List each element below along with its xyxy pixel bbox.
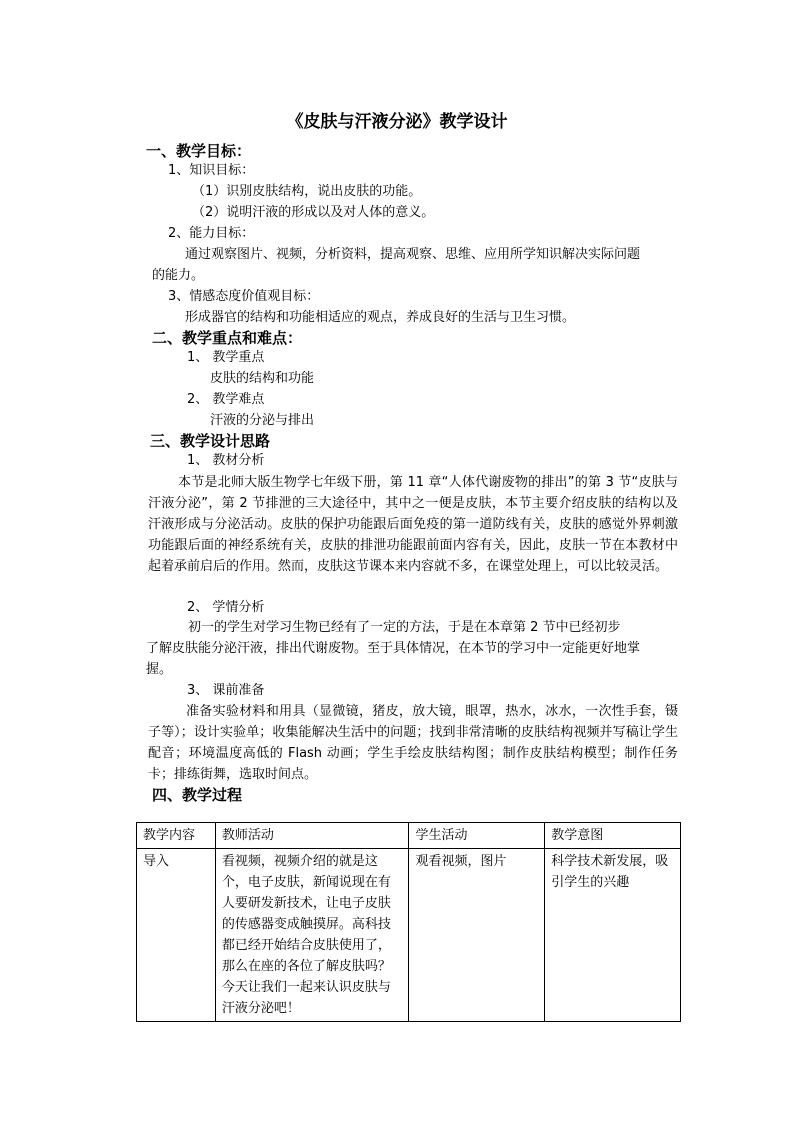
knowledge-goal-1: （1）识别皮肤结构，说出皮肤的功能。 <box>192 184 422 199</box>
focus-text: 皮肤的结构和功能 <box>210 371 315 386</box>
student-analysis-line-3: 握。 <box>146 662 173 677</box>
teaching-process-table <box>136 822 681 1022</box>
material-analysis-text: 本节是北师大版生物学七年级下册，第 11 章“人体代谢废物的排出”的第 3 节“皮肤与汗液分泌”，第 2 节排泄的三大途径中，其中之一便是皮肤，本节主要介绍皮肤的结构以及汗液形成与分泌活动。皮肤的保护功能跟后面免疫的第一道防线有关，皮肤的感觉外界刺激功能跟后面的神经系统有关，皮肤的排泄功能跟前面内容有关，因此，皮肤一节在本教材中起着承前启后的作用。然而，皮肤这节课本来内容就不多，在课堂处理上，可以比较灵活。 <box>148 475 678 574</box>
section-1-heading: 一、教学目标： <box>146 142 252 160</box>
student-analysis-label: 2、 学情分析 <box>187 600 265 615</box>
ability-goal-text: 通过观察图片、视频，分析资料，提高观察、思维、应用所学知识解决实际问题 <box>185 247 641 262</box>
section-4-heading: 四、教学过程 <box>152 786 243 804</box>
student-analysis-line-1: 初一的学生对学习生物已经有了一定的方法，于是在本章第 2 节中已经初步 <box>188 620 621 635</box>
preparation-text: 准备实验材料和用具（显微镜，猪皮，放大镜，眼罩，热水，冰水，一次性手套，镊子等）；设计实验单；收集能解决生活中的问题；找到非常清晰的皮肤结构视频并写稿让学生配音；环境温度高低的 Flash 动画；学生手绘皮肤结构图；制作皮肤结构模型；制作任务卡；排练街舞，选取时间点。 <box>148 704 678 782</box>
cell-intent: 科学技术新发展，吸引学生的兴趣 <box>545 849 681 1022</box>
cell-teacher: 看视频，视频介绍的就是这个，电子皮肤，新闻说现在有人要研发新技术，让电子皮肤的传感器变成触摸屏。高科技都已经开始结合皮肤使用了，那么在座的各位了解皮肤吗？今天让我们一起来认识皮肤与汗液分泌吧！ <box>215 849 409 1022</box>
focus-label: 1、 教学重点 <box>187 350 265 365</box>
emotion-goal-label: 3、情感态度价值观目标： <box>168 289 320 304</box>
page-title: 《皮肤与汗液分泌》教学设计 <box>286 112 508 132</box>
knowledge-goal-label: 1、知识目标： <box>168 163 255 178</box>
preparation-label: 3、 课前准备 <box>187 683 265 698</box>
ability-goal-text-cont: 的能力。 <box>152 268 205 283</box>
section-2-heading: 二、教学重点和难点： <box>152 329 303 347</box>
header-student: 学生活动 <box>409 823 545 849</box>
difficulty-text: 汗液的分泌与排出 <box>210 413 315 428</box>
header-content: 教学内容 <box>137 823 216 849</box>
cell-content: 导入 <box>137 849 216 1022</box>
table-header-row <box>137 823 681 849</box>
table-row <box>137 849 681 1022</box>
student-analysis-line-2: 了解皮肤能分泌汗液，排出代谢废物。至于具体情况，在本节的学习中一定能更好地掌 <box>146 641 641 656</box>
header-intent: 教学意图 <box>545 823 681 849</box>
difficulty-label: 2、 教学难点 <box>187 392 265 407</box>
cell-student: 观看视频，图片 <box>409 849 545 1022</box>
emotion-goal-text: 形成器官的结构和功能相适应的观点，养成良好的生活与卫生习惯。 <box>185 310 576 325</box>
header-teacher: 教师活动 <box>215 823 409 849</box>
section-3-heading: 三、教学设计思路 <box>150 432 271 450</box>
ability-goal-label: 2、能力目标： <box>168 226 255 241</box>
knowledge-goal-2: （2）说明汗液的形成以及对人体的意义。 <box>192 205 435 220</box>
material-analysis-label: 1、 教材分析 <box>187 453 265 468</box>
